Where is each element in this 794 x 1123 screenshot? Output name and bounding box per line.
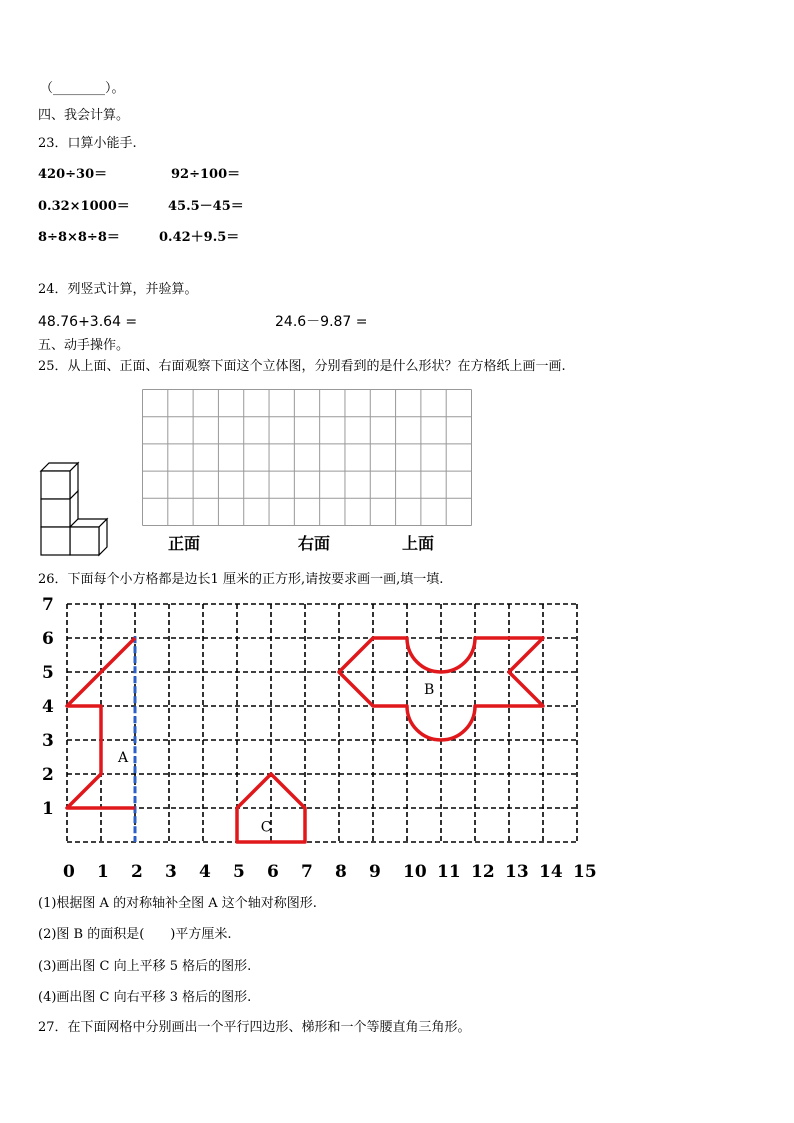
shape-label-b: B — [424, 682, 435, 698]
q23-item-1: 420÷30＝ — [38, 167, 108, 182]
q24-item-2: 24.6－9.87 = — [275, 314, 368, 330]
q23-title: 23．口算小能手. — [38, 136, 137, 151]
q26-question-4: (4)画出图 C 向右平移 3 格后的图形. — [38, 990, 252, 1005]
q25-title: 25．从上面、正面、右面观察下面这个立体图，分别看到的是什么形状？在方格纸上画一画. — [38, 359, 566, 374]
x-tick-label: 11 — [437, 862, 461, 882]
x-tick-label: 5 — [233, 862, 245, 882]
section-five-title: 五、动手操作。 — [38, 338, 130, 353]
q26-question-3: (3)画出图 C 向上平移 5 格后的图形. — [38, 959, 252, 974]
x-tick-label: 13 — [505, 862, 529, 882]
q24-title: 24．列竖式计算，并验算。 — [38, 282, 198, 297]
q23-item-3: 0.32×1000＝ — [38, 199, 130, 214]
y-tick-label: 4 — [42, 697, 54, 717]
section-four-title: 四、我会计算。 — [38, 108, 130, 123]
q23-item-4: 45.5－45＝ — [168, 199, 244, 214]
shape-label-a: A — [118, 750, 129, 766]
y-tick-label: 3 — [42, 731, 54, 751]
y-tick-label: 1 — [42, 799, 54, 819]
x-tick-label: 4 — [199, 862, 211, 882]
y-tick-label: 7 — [42, 595, 54, 615]
label-right-view: 右面 — [298, 534, 331, 553]
q25-answer-grid — [142, 389, 472, 526]
x-tick-label: 2 — [131, 862, 143, 882]
y-tick-label: 2 — [42, 765, 54, 785]
answer-blank-line: （________）。 — [40, 81, 125, 96]
q26-question-2: (2)图 B 的面积是( )平方厘米. — [38, 927, 232, 942]
q23-item-5: 8÷8×8÷8＝ — [38, 230, 120, 245]
label-front-view: 正面 — [168, 534, 201, 553]
y-tick-label: 6 — [42, 629, 54, 649]
x-tick-label: 10 — [403, 862, 427, 882]
x-tick-label: 12 — [471, 862, 495, 882]
x-tick-label: 14 — [539, 862, 563, 882]
x-tick-label: 6 — [267, 862, 279, 882]
x-tick-label: 1 — [97, 862, 109, 882]
x-tick-label: 15 — [573, 862, 597, 882]
label-top-view: 上面 — [402, 534, 435, 553]
q23-item-2: 92÷100＝ — [171, 167, 241, 182]
cube-stack-figure — [38, 460, 113, 555]
shape-label-c: C — [260, 819, 272, 836]
q26-coordinate-grid — [0, 590, 620, 890]
q26-question-1: (1)根据图 A 的对称轴补全图 A 这个轴对称图形. — [38, 896, 317, 911]
q26-title: 26．下面每个小方格都是边长1 厘米的正方形,请按要求画一画,填一填. — [38, 572, 444, 587]
x-tick-label: 8 — [335, 862, 347, 882]
y-tick-label: 5 — [42, 663, 54, 683]
q27-title: 27．在下面网格中分别画出一个平行四边形、梯形和一个等腰直角三角形。 — [38, 1020, 471, 1035]
q23-item-6: 0.42＋9.5＝ — [159, 230, 240, 245]
x-tick-label: 7 — [301, 862, 313, 882]
x-tick-label: 3 — [165, 862, 177, 882]
x-tick-label: 9 — [369, 862, 381, 882]
q24-item-1: 48.76+3.64 = — [38, 314, 138, 330]
x-tick-label: 0 — [63, 862, 75, 882]
